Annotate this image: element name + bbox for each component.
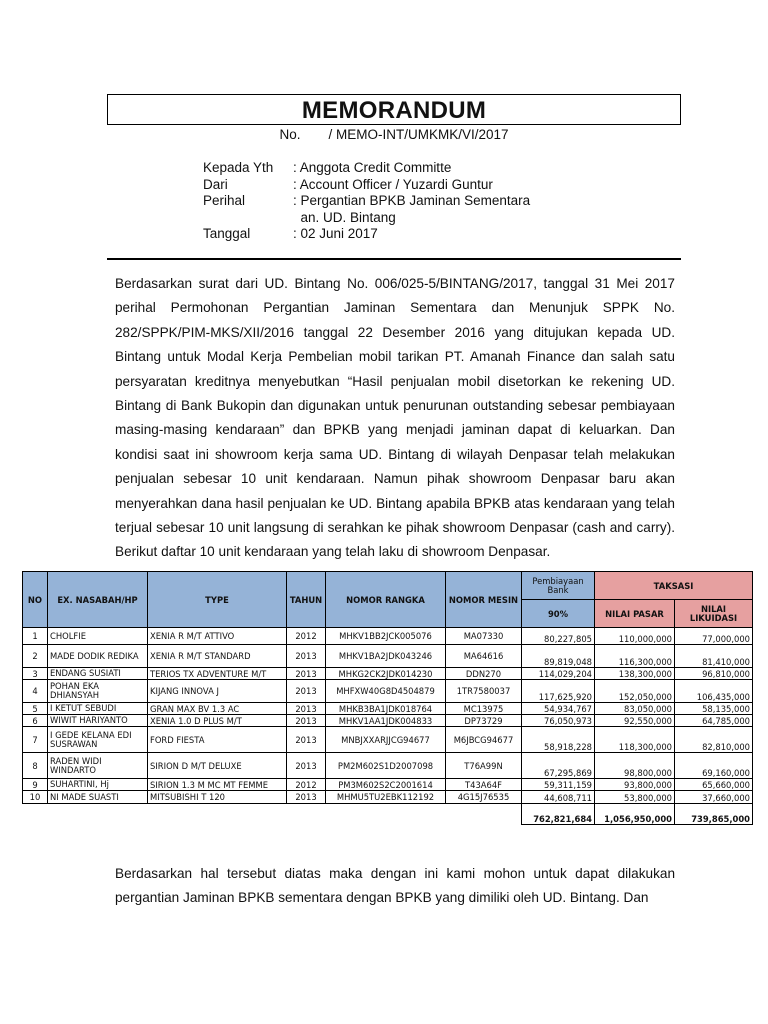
- cell-mesin: MA07330: [446, 628, 522, 645]
- field-label: Perihal: [203, 193, 246, 208]
- field-perihal-cont: [203, 210, 530, 227]
- cell-nasabah: POHAN EKA DHIANSYAH: [48, 680, 148, 703]
- cell-pasar: 138,300,000: [595, 668, 675, 680]
- table-row: [23, 668, 753, 680]
- cell-mesin: T43A64F: [446, 779, 522, 791]
- cell-pasar: 116,300,000: [595, 645, 675, 668]
- total-nilai-pasar: 1,056,950,000: [595, 804, 675, 825]
- cell-no: 2: [23, 645, 48, 668]
- totals-row: [23, 804, 753, 825]
- field-tanggal: [203, 226, 530, 243]
- cell-mesin: 1TR7580037: [446, 680, 522, 703]
- field-value: : Account Officer / Yuzardi Guntur: [293, 176, 493, 192]
- cell-type: KIJANG INNOVA J: [148, 680, 287, 703]
- cell-pasar: 92,550,000: [595, 715, 675, 727]
- cell-likuidasi: 96,810,000: [675, 668, 753, 680]
- cell-no: 6: [23, 715, 48, 727]
- field-value: an. UD. Bintang: [293, 209, 396, 225]
- title-box: [107, 94, 681, 125]
- cell-nasabah: I GEDE KELANA EDI SUSRAWAN: [48, 727, 148, 753]
- th-type: TYPE: [148, 572, 287, 628]
- memo-title: MEMORANDUM: [301, 97, 487, 124]
- cell-pasar: 53,800,000: [595, 791, 675, 804]
- cell-nasabah: RADEN WIDI WINDARTO: [48, 753, 148, 779]
- cell-mesin: T76A99N: [446, 753, 522, 779]
- cell-likuidasi: 81,410,000: [675, 645, 753, 668]
- cell-rangka: MHKB3BA1JDK018764: [326, 703, 446, 715]
- cell-likuidasi: 58,135,000: [675, 703, 753, 715]
- cell-tahun: 2013: [287, 715, 326, 727]
- th-nilai-pasar: NILAI PASAR: [595, 600, 675, 628]
- th-nilai-likuidasi: NILAI LIKUIDASI: [675, 600, 753, 628]
- cell-likuidasi: 64,785,000: [675, 715, 753, 727]
- cell-pasar: 93,800,000: [595, 779, 675, 791]
- cell-no: 10: [23, 791, 48, 804]
- field-kepada: [203, 160, 530, 177]
- cell-mesin: 4G15J76535: [446, 791, 522, 804]
- cell-likuidasi: 82,810,000: [675, 727, 753, 753]
- cell-nasabah: WIWIT HARIYANTO: [48, 715, 148, 727]
- vehicle-table: [22, 571, 753, 825]
- field-label: Tanggal: [203, 226, 251, 241]
- table-row: [23, 628, 753, 645]
- cell-rangka: MHMU5TU2EBK112192: [326, 791, 446, 804]
- field-perihal: [203, 193, 530, 210]
- cell-pasar: 110,000,000: [595, 628, 675, 645]
- cell-pasar: 83,050,000: [595, 703, 675, 715]
- cell-rangka: MHKV1BA2JDK043246: [326, 645, 446, 668]
- cell-rangka: MHKV1BB2JCK005076: [326, 628, 446, 645]
- cell-likuidasi: 77,000,000: [675, 628, 753, 645]
- cell-type: SIRION 1.3 M MC MT FEMME: [148, 779, 287, 791]
- cell-tahun: 2013: [287, 791, 326, 804]
- th-mesin: NOMOR MESIN: [446, 572, 522, 628]
- cell-type: XENIA 1.0 D PLUS M/T: [148, 715, 287, 727]
- cell-likuidasi: 69,160,000: [675, 753, 753, 779]
- cell-pasar: 98,800,000: [595, 753, 675, 779]
- cell-no: 5: [23, 703, 48, 715]
- th-taksasi: TAKSASI: [595, 572, 753, 600]
- field-value: : Anggota Credit Committe: [293, 160, 452, 175]
- cell-mesin: M6JBCG94677: [446, 727, 522, 753]
- cell-tahun: 2013: [287, 680, 326, 703]
- cell-pembiayaan: 59,311,159: [522, 779, 595, 791]
- cell-tahun: 2013: [287, 703, 326, 715]
- cell-rangka: MHKV1AA1JDK004833: [326, 715, 446, 727]
- table-header-row: [23, 572, 753, 600]
- cell-type: MITSUBISHI T 120: [148, 791, 287, 804]
- table-row: [23, 645, 753, 668]
- th-pembiayaan-pct: 90%: [522, 600, 595, 628]
- cell-type: FORD FIESTA: [148, 727, 287, 753]
- cell-nasabah: ENDANG SUSIATI: [48, 668, 148, 680]
- total-pembiayaan: 762,821,684: [522, 804, 595, 825]
- th-pembiayaan: Pembiayaan Bank: [522, 572, 595, 600]
- cell-no: 8: [23, 753, 48, 779]
- cell-no: 4: [23, 680, 48, 703]
- cell-mesin: MA64616: [446, 645, 522, 668]
- cell-tahun: 2013: [287, 668, 326, 680]
- memo-number-value: / MEMO-INT/UMKMK/VI/2017: [328, 127, 509, 142]
- table-row: [23, 753, 753, 779]
- table-row: [23, 703, 753, 715]
- cell-likuidasi: 106,435,000: [675, 680, 753, 703]
- body-paragraph-2: Berdasarkan hal tersebut diatas maka dengan ini kami mohon untuk dapat dilakukan pergantian Jaminan BPKB sementara dengan BPKB yang dimiliki oleh UD. Bintang. Dan: [115, 866, 675, 906]
- table-row: [23, 680, 753, 703]
- header-divider: [107, 258, 681, 260]
- cell-mesin: MC13975: [446, 703, 522, 715]
- cell-pembiayaan: 58,918,228: [522, 727, 595, 753]
- field-label: Dari: [203, 176, 228, 192]
- cell-type: GRAN MAX BV 1.3 AC: [148, 703, 287, 715]
- cell-pembiayaan: 117,625,920: [522, 680, 595, 703]
- body-paragraph-1: Berdasarkan surat dari UD. Bintang No. 006/025-5/BINTANG/2017, tanggal 31 Mei 2017 perihal Permohonan Pergantian Jaminan Sementara dan Menunjuk SPPK No. 282/SPPK/PIM-MKS/XII/2016 tanggal 22 Desember 2016 yang ditujukan kepada UD. Bintang untuk Modal Kerja Pembelian mobil tarikan PT. Amanah Finance dan salah satu persyaratan kreditnya menyebutkan “Hasil penjualan mobil disetorkan ke rekening UD. Bintang di Bank Bukopin dan digunakan untuk penurunan outstanding sebesar pembiayaan masing-masing kendaraan” dan BPKB yang menjadi jaminan dapat di keluarkan. Dan kondisi saat ini showroom kerja sama UD. Bintang di wilayah Denpasar telah melakukan penjualan sebesar 10 unit kendaraan. Namun pihak showroom Denpasar baru akan menyerahkan dana hasil penjualan ke UD. Bintang apabila BPKB atas kendaraan yang telah terjual sebesar 10 unit langsung di serahkan ke pihak showroom Denpasar (cash and carry). Berikut daftar 10 unit kendaraan yang telah laku di showroom Denpasar.: [115, 276, 675, 560]
- cell-type: XENIA R M/T STANDARD: [148, 645, 287, 668]
- cell-pasar: 118,300,000: [595, 727, 675, 753]
- field-label: [203, 210, 293, 227]
- cell-likuidasi: 37,660,000: [675, 791, 753, 804]
- cell-tahun: 2013: [287, 645, 326, 668]
- th-rangka: NOMOR RANGKA: [326, 572, 446, 628]
- cell-nasabah: I KETUT SEBUDI: [48, 703, 148, 715]
- cell-rangka: MNBJXXARJJCG94677: [326, 727, 446, 753]
- memo-header-fields: [203, 160, 530, 243]
- cell-no: 3: [23, 668, 48, 680]
- table-row: [23, 779, 753, 791]
- cell-pasar: 152,050,000: [595, 680, 675, 703]
- cell-nasabah: SUHARTINI, Hj: [48, 779, 148, 791]
- cell-pembiayaan: 114,029,204: [522, 668, 595, 680]
- cell-rangka: MHFXW40G8D4504879: [326, 680, 446, 703]
- cell-type: XENIA R M/T ATTIVO: [148, 628, 287, 645]
- memo-number-label: No.: [279, 127, 301, 142]
- cell-rangka: PM2M602S1D2007098: [326, 753, 446, 779]
- th-no: NO: [23, 572, 48, 628]
- cell-rangka: PM3M602S2C2001614: [326, 779, 446, 791]
- cell-tahun: 2013: [287, 753, 326, 779]
- cell-tahun: 2012: [287, 628, 326, 645]
- field-label: Kepada Yth: [203, 160, 274, 175]
- field-value: : Pergantian BPKB Jaminan Sementara: [293, 193, 531, 208]
- th-tahun: TAHUN: [287, 572, 326, 628]
- table-row: [23, 791, 753, 804]
- cell-rangka: MHKG2CK2JDK014230: [326, 668, 446, 680]
- th-nasabah: EX. NASABAH/HP: [48, 572, 148, 628]
- cell-pembiayaan: 44,608,711: [522, 791, 595, 804]
- cell-nasabah: MADE DODIK REDIKA: [48, 645, 148, 668]
- cell-pembiayaan: 76,050,973: [522, 715, 595, 727]
- cell-no: 7: [23, 727, 48, 753]
- cell-likuidasi: 65,660,000: [675, 779, 753, 791]
- cell-type: SIRION D M/T DELUXE: [148, 753, 287, 779]
- total-nilai-likuidasi: 739,865,000: [675, 804, 753, 825]
- cell-pembiayaan: 89,819,048: [522, 645, 595, 668]
- cell-mesin: DDN270: [446, 668, 522, 680]
- field-dari: [203, 177, 530, 194]
- cell-tahun: 2013: [287, 727, 326, 753]
- cell-pembiayaan: 80,227,805: [522, 628, 595, 645]
- cell-mesin: DP73729: [446, 715, 522, 727]
- table-row: [23, 727, 753, 753]
- memo-number: [107, 127, 681, 142]
- cell-no: 9: [23, 779, 48, 791]
- cell-nasabah: CHOLFIE: [48, 628, 148, 645]
- cell-no: 1: [23, 628, 48, 645]
- cell-tahun: 2012: [287, 779, 326, 791]
- cell-pembiayaan: 54,934,767: [522, 703, 595, 715]
- cell-pembiayaan: 67,295,869: [522, 753, 595, 779]
- cell-nasabah: NI MADE SUASTI: [48, 791, 148, 804]
- field-value: : 02 Juni 2017: [293, 226, 378, 241]
- cell-type: TERIOS TX ADVENTURE M/T: [148, 668, 287, 680]
- table-row: [23, 715, 753, 727]
